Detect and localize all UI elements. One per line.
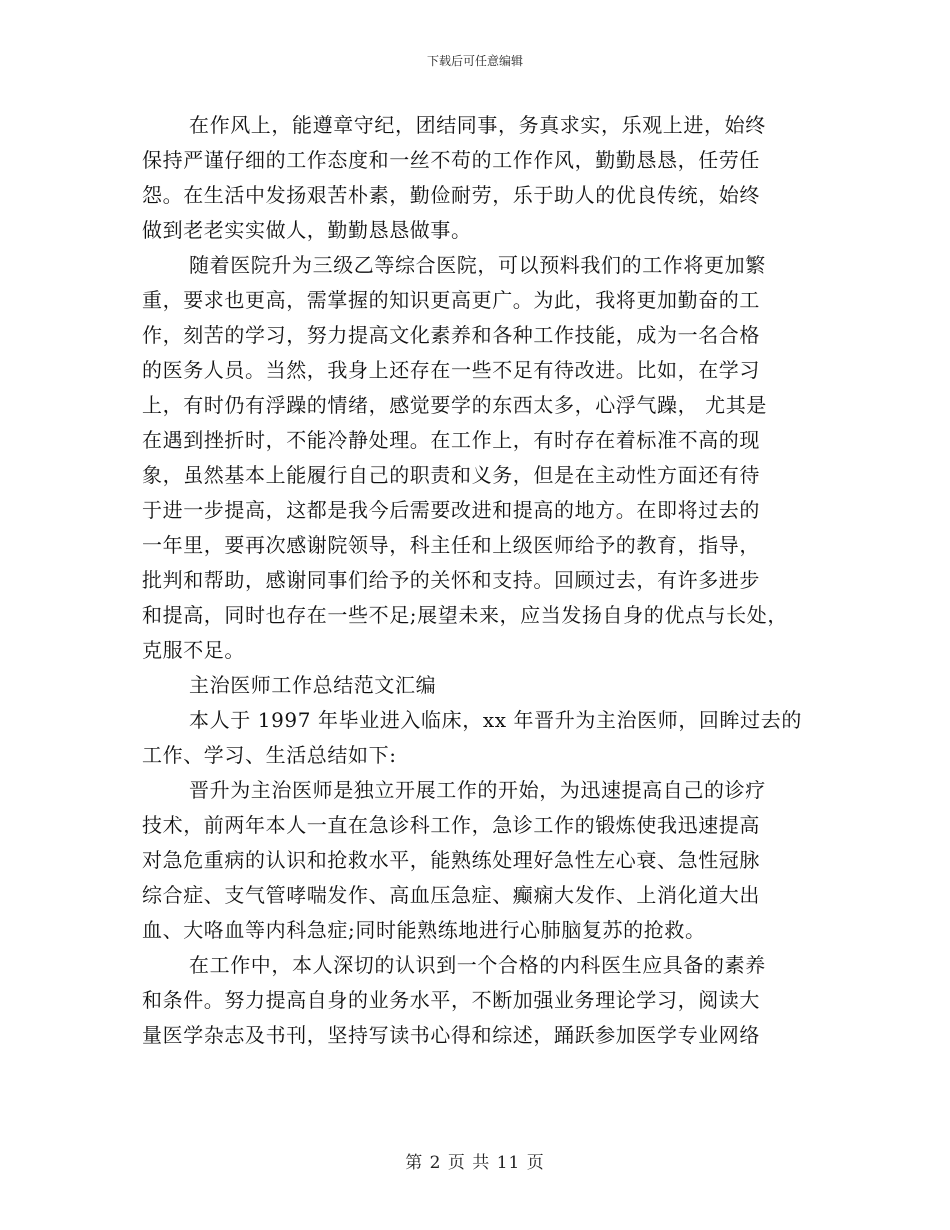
text-line: 做到老老实实做人，勤勤恳恳做事。 bbox=[142, 218, 472, 242]
text-line: 晋升为主治医师是独立开展工作的开始，为迅速提高自己的诊疗 bbox=[189, 778, 766, 802]
text-line: 怨。在生活中发扬艰苦朴素，勤俭耐劳，乐于助人的优良传统，始终 bbox=[142, 183, 760, 207]
document-body bbox=[142, 108, 818, 1053]
text-line: 在作风上，能遵章守纪，团结同事，务真求实，乐观上进，始终 bbox=[189, 113, 766, 137]
text-line: 综合症、支气管哮喘发作、高血压急症、癫痫大发作、上消化道大出 bbox=[142, 883, 760, 907]
text-line: 量医学杂志及书刊，坚持写读书心得和综述，踊跃参加医学专业网络 bbox=[142, 1023, 760, 1047]
text-line: 的医务人员。当然，我身上还存在一些不足有待改进。比如，在学习 bbox=[142, 358, 760, 382]
text-line: 对急危重病的认识和抢救水平，能熟练处理好急性左心衰、急性冠脉 bbox=[142, 848, 760, 872]
text-line: 一年里，要再次感谢院领导，科主任和上级医师给予的教育，指导， bbox=[142, 533, 760, 557]
text-line: 和条件。努力提高自身的业务水平，不断加强业务理论学习，阅读大 bbox=[142, 988, 760, 1012]
text-line: 克服不足。 bbox=[142, 638, 245, 662]
text-line: 上，有时仍有浮躁的情绪，感觉要学的东西太多，心浮气躁， 尤其是 bbox=[142, 393, 767, 417]
text-line: 在工作中，本人深切的认识到一个合格的内科医生应具备的素养 bbox=[189, 953, 766, 977]
text-line: 和提高，同时也存在一些不足;展望未来，应当发扬自身的优点与长处， bbox=[142, 603, 788, 627]
text-line: 本人于 1997 年毕业进入临床，xx 年晋升为主治医师，回眸过去的 bbox=[189, 708, 802, 732]
text-line: 技术，前两年本人一直在急诊科工作，急诊工作的锻炼使我迅速提高 bbox=[142, 813, 760, 837]
text-line: 作，刻苦的学习，努力提高文化素养和各种工作技能，成为一名合格 bbox=[142, 323, 760, 347]
text-line: 于进一步提高，这都是我今后需要改进和提高的地方。在即将过去的 bbox=[142, 498, 760, 522]
text-line: 血、大咯血等内科急症;同时能熟练地进行心肺脑复苏的抢救。 bbox=[142, 918, 706, 942]
text-line: 在遇到挫折时，不能冷静处理。在工作上，有时存在着标准不高的现 bbox=[142, 428, 760, 452]
page-header: 下载后可任意编辑 bbox=[426, 54, 523, 68]
text-line: 工作、学习、生活总结如下: bbox=[142, 743, 397, 767]
section-heading: 主治医师工作总结范文汇编 bbox=[189, 673, 437, 697]
text-line: 批判和帮助，感谢同事们给予的关怀和支持。回顾过去，有许多进步 bbox=[142, 568, 760, 592]
text-line: 随着医院升为三级乙等综合医院，可以预料我们的工作将更加繁 bbox=[189, 253, 766, 277]
page-footer: 第 2 页 共 11 页 bbox=[405, 1153, 545, 1173]
text-line: 象，虽然基本上能履行自己的职责和义务，但是在主动性方面还有待 bbox=[142, 463, 760, 487]
text-line: 保持严谨仔细的工作态度和一丝不苟的工作作风，勤勤恳恳，任劳任 bbox=[142, 148, 760, 172]
text-line: 重，要求也更高，需掌握的知识更高更广。为此，我将更加勤奋的工 bbox=[142, 288, 760, 312]
